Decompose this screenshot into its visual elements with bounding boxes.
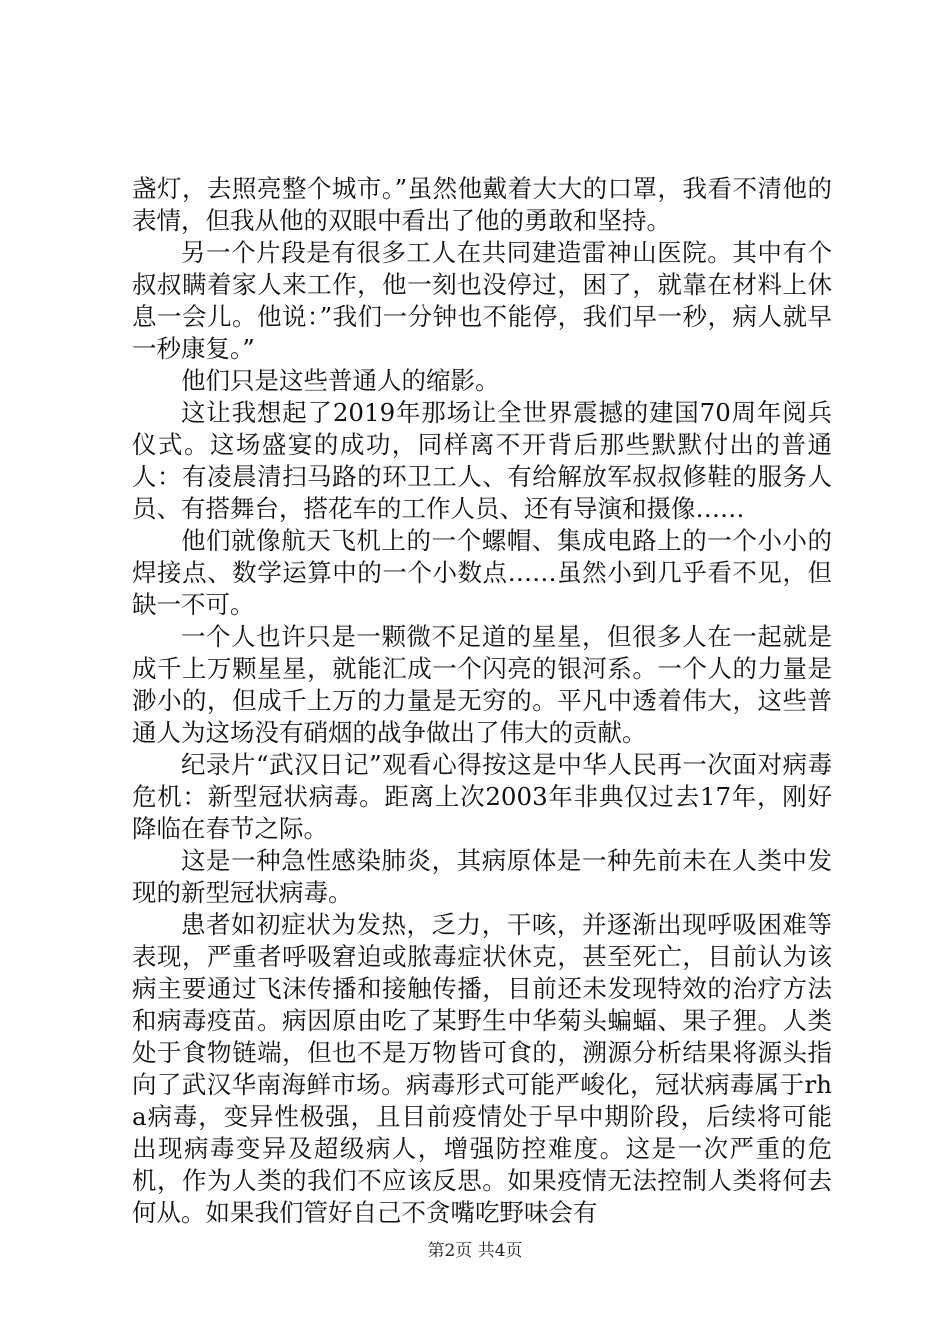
paragraph-4: 这让我想起了2019年那场让全世界震撼的建国70周年阅兵仪式。这场盛宴的成功，同样离不开背后那些默默付出的普通人：有凌晨清扫马路的环卫工人、有给解放军叔叔修鞋的服务人员、有搭舞台，搭花车的工作人员、还有导演和摄像……	[132, 398, 832, 523]
paragraph-5: 他们就像航天飞机上的一个螺帽、集成电路上的一个小小的焊接点、数学运算中的一个小数点……虽然小到几乎看不见，但缺一不可。	[132, 526, 832, 619]
paragraph-3: 他们只是这些普通人的缩影。	[181, 366, 500, 395]
paragraph-2: 另一个片段是有很多工人在共同建造雷神山医院。其中有个叔叔瞒着家人来工作，他一刻也没停过，困了，就靠在材料上休息一会儿。他说：”我们一分钟也不能停，我们早一秒，病人就早一秒康复。”	[132, 238, 832, 363]
paragraph-8: 这是一种急性感染肺炎，其病原体是一种先前未在人类中发现的新型冠状病毒。	[132, 846, 832, 907]
page-number-footer: 第2页 共4页	[427, 1241, 523, 1261]
paragraph-7: 纪录片“武汉日记”观看心得按这是中华人民再一次面对病毒危机：新型冠状病毒。距离上次2003年非典仅过去17年，刚好降临在春节之际。	[132, 750, 832, 843]
document-body	[132, 173, 832, 1229]
paragraph-9: 患者如初症状为发热，乏力，干咳，并逐渐出现呼吸困难等表现，严重者呼吸窘迫或脓毒症状休克，甚至死亡，目前认为该病主要通过飞沫传播和接触传播，目前还未发现特效的治疗方法和病毒疫苗。病因原由吃了某野生中华菊头蝙蝠、果子狸。人类处于食物链端，但也不是万物皆可食的，溯源分析结果将源头指向了武汉华南海鲜市场。病毒形式可能严峻化，冠状病毒属于rha病毒，变异性极强，且目前疫情处于早中期阶段，后续将可能出现病毒变异及超级病人，增强防控难度。这是一次严重的危机，作为人类的我们不应该反思。如果疫情无法控制人类将何去何从。如果我们管好自己不贪嘴吃野味会有	[132, 910, 832, 1227]
paragraph-1: 盏灯，去照亮整个城市。”虽然他戴着大大的口罩，我看不清他的表情，但我从他的双眼中看出了他的勇敢和坚持。	[132, 174, 832, 235]
paragraph-6: 一个人也许只是一颗微不足道的星星，但很多人在一起就是成千上万颗星星，就能汇成一个闪亮的银河系。一个人的力量是渺小的，但成千上万的力量是无穷的。平凡中透着伟大，这些普通人为这场没有硝烟的战争做出了伟大的贡献。	[132, 622, 832, 747]
